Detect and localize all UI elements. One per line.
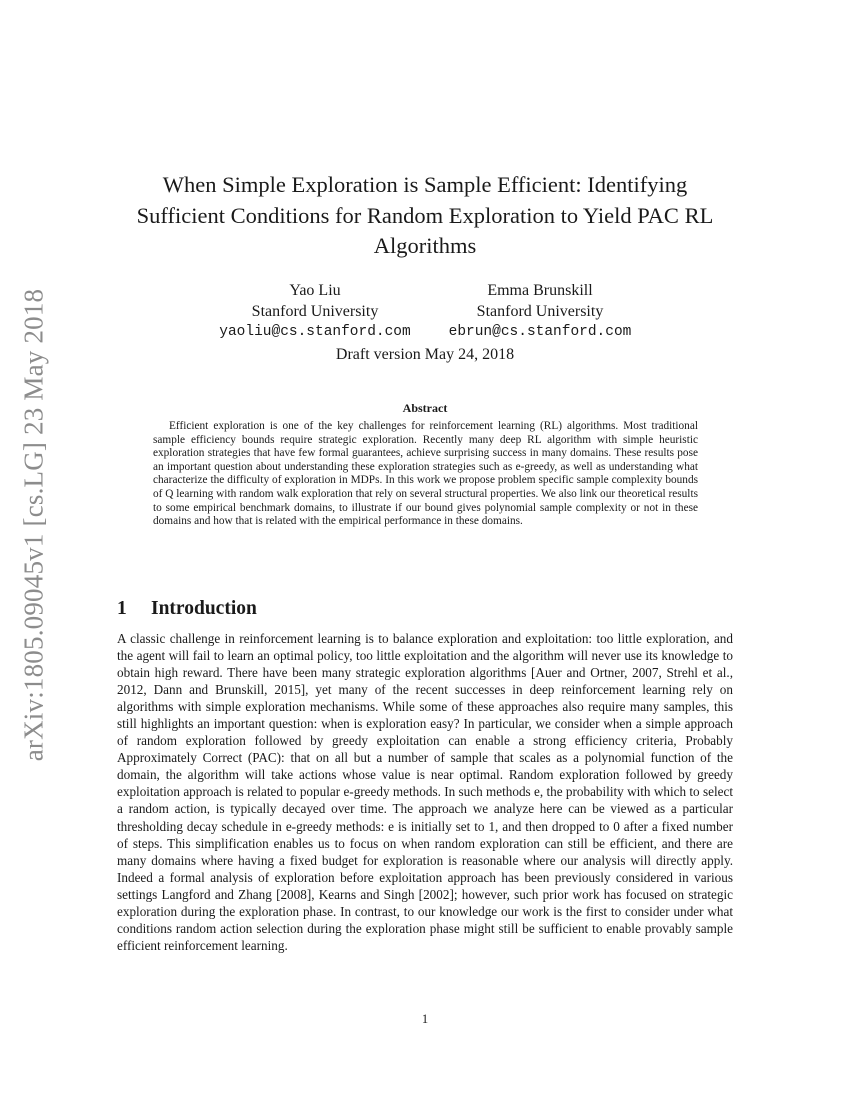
abstract-body: Efficient exploration is one of the key challenges for reinforcement learning (RL) algorithms. Most traditional sample efficiency bounds require strategic exploration. Recently many deep RL algorithm with simple heuristic exploration strategies that have few formal guarantees, achieve surprising success in many domains. These results pose an important question about understanding these exploration strategies such as e-greedy, as well as understanding what characterize the difficulty of exploration in MDPs. In this work we propose problem specific sample complexity bounds of Q learning with random walk exploration that rely on several structural properties. We also link our theoretical results to some empirical benchmark domains, to illustrate if our bound gives polynomial sample complexity or not in these domains and how that is related with the empirical performance in these domains.	[153, 420, 698, 528]
draft-version: Draft version May 24, 2018	[335, 346, 515, 363]
author-affiliation: Stanford University	[251, 303, 379, 320]
author-affiliation: Stanford University	[476, 303, 604, 320]
introduction-body: A classic challenge in reinforcement learning is to balance exploration and exploitation: too little exploration, and the agent will fail to learn an optimal policy, too little exploitation and the algorithm will never use its knowledge to obtain high reward. There have been many strategic exploration algorithms [Auer and Ortner, 2007, Strehl et al., 2012, Dann and Brunskill, 2015], yet many of the recent successes in deep reinforcement learning rely on algorithms with simple exploration mechanisms. While some of these approaches also require many samples, this still highlights an important question: when is exploration easy? In particular, we consider when a simple approach of random exploration followed by greedy exploitation can enable a strong efficiency criteria, Probably Approximately Correct (PAC): that on all but a number of sample that scales as a polynomial function of the domain, the algorithm will take actions whose value is near optimal. Random exploration followed by greedy exploitation approach is related to popular e-greedy methods. In such methods e, the probability with which to select a random action, is typically decayed over time. The approach we analyze here can be viewed as a particular thresholding decay schedule in e-greedy methods: e is initially set to 1, and then dropped to 0 after a fixed number of steps. This simplification enables us to focus on when random exploration can still be efficient, and there are many domains where having a fixed budget for exploration is reasonable where our analysis will directly apply. Indeed a formal analysis of exploration before exploitation approach has been previously considered in various settings Langford and Zhang [2008], Kearns and Singh [2002]; however, such prior work has focused on strategic exploration during the exploration phase. In contrast, to our knowledge our work is the first to consider under what conditions random action selection during the exploration phase might still be sufficient to enable provably sample efficient reinforcement learning.	[117, 631, 733, 953]
abstract-heading: Abstract	[402, 401, 448, 415]
paper-title: When Simple Exploration is Sample Efficient: Identifying Sufficient Conditions for Random Exploration to Yield PAC RL Algorithms	[136, 172, 714, 258]
section-number: 1	[117, 598, 127, 619]
section-heading-introduction	[117, 598, 257, 620]
author-name: Yao Liu	[289, 282, 341, 299]
section-title: Introduction	[151, 598, 257, 619]
author-card	[430, 280, 650, 343]
author-email: ebrun@cs.stanford.com	[448, 324, 632, 340]
author-email: yaoliu@cs.stanford.com	[219, 324, 411, 340]
arxiv-stamp-text: arXiv:1805.09045v1 [cs.LG] 23 May 2018	[18, 288, 49, 762]
page-number: 1	[421, 1012, 429, 1026]
author-name: Emma Brunskill	[487, 282, 593, 299]
author-card	[215, 280, 415, 343]
author-block	[210, 280, 650, 343]
